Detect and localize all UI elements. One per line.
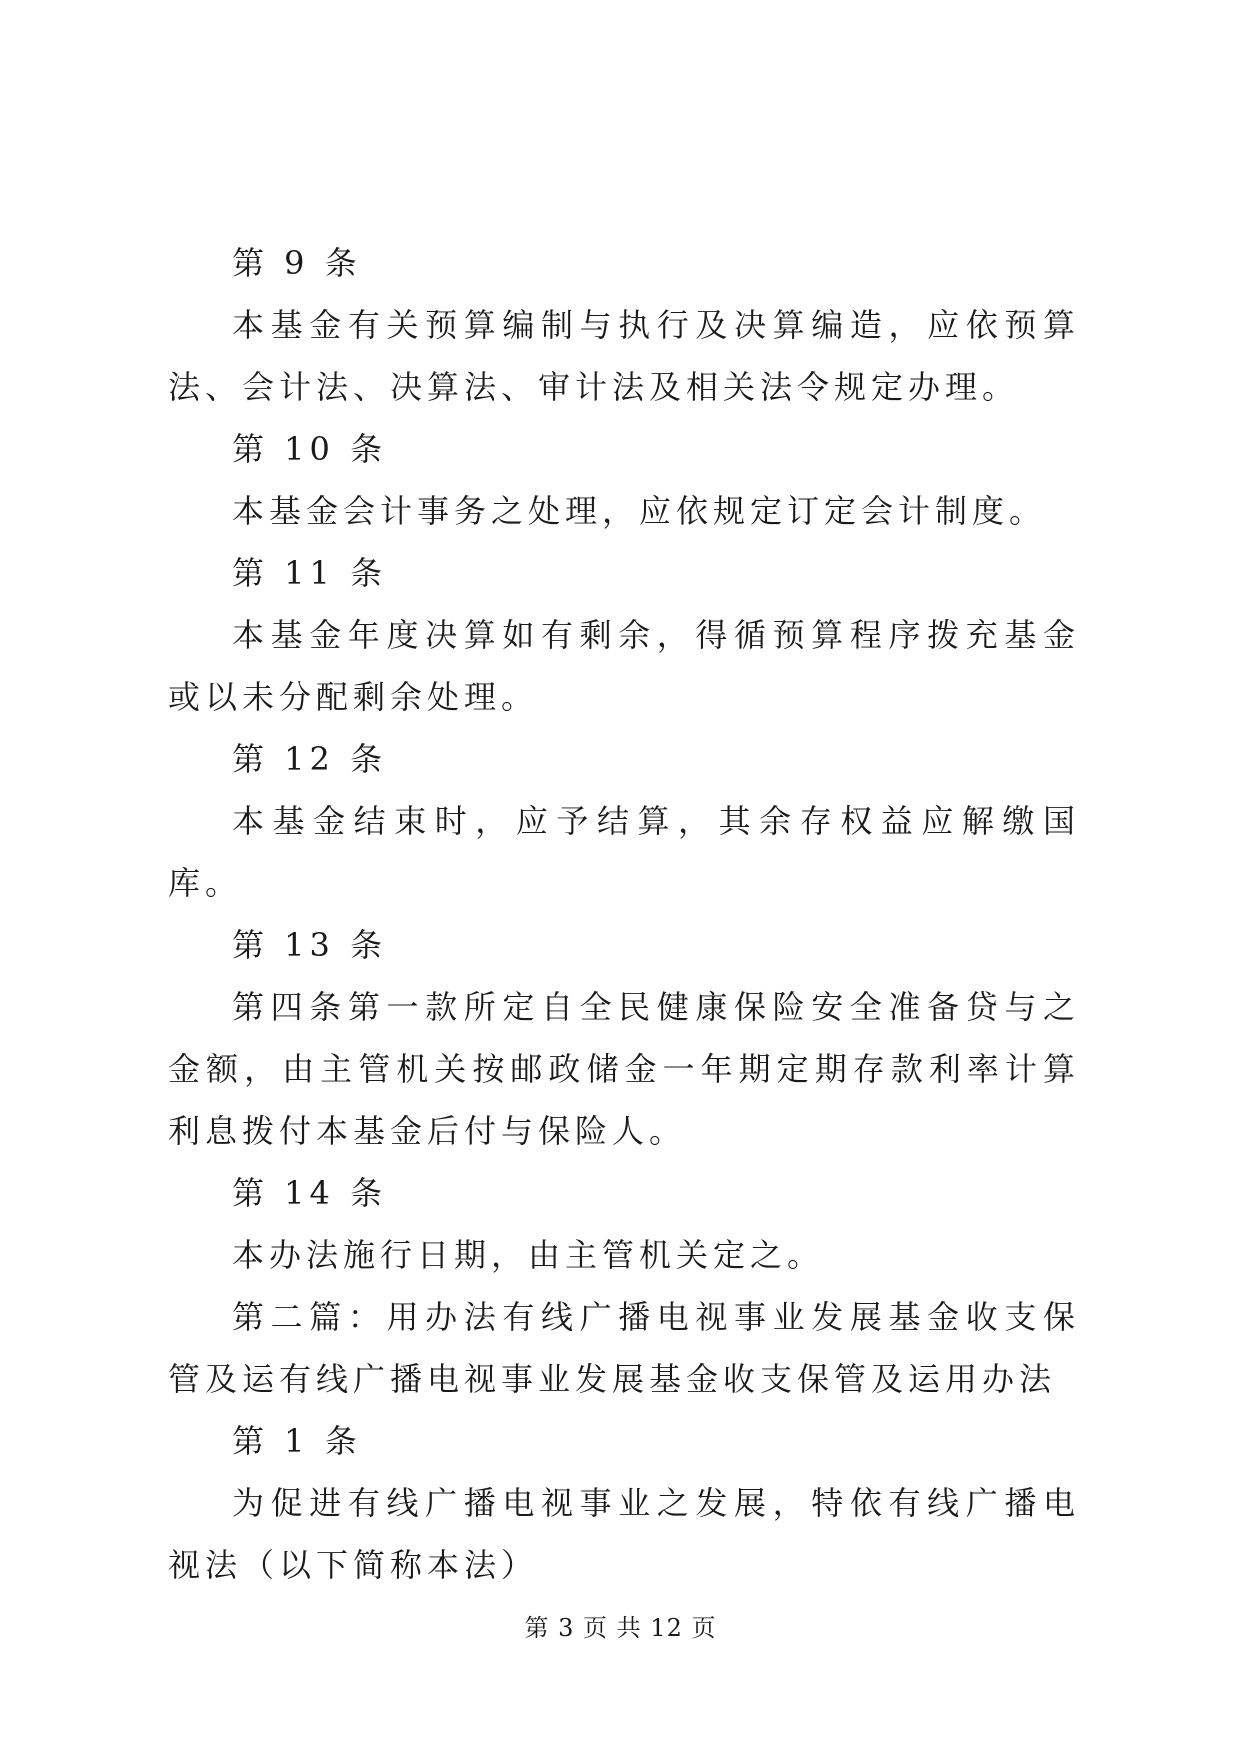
article-heading-12: 第 12 条 bbox=[232, 740, 388, 778]
article-text-1: 为促进有线广播电视事业之发展，特依有线广播电视法（以下简称本法） bbox=[168, 1484, 1080, 1584]
article-text-13: 第四条第一款所定自全民健康保险安全准备贷与之金额，由主管机关按邮政储金一年期定期存款利率计算利息拨付本基金后付与保险人。 bbox=[168, 988, 1080, 1150]
article-heading-9: 第 9 条 bbox=[232, 244, 362, 282]
article-text-12: 本基金结束时，应予结算，其余存权益应解缴国库。 bbox=[168, 802, 1080, 902]
article-text-14: 本办法施行日期，由主管机关定之。 bbox=[232, 1236, 825, 1274]
article-heading-11: 第 11 条 bbox=[232, 554, 388, 592]
document-body bbox=[168, 232, 1080, 1596]
article-heading-1: 第 1 条 bbox=[232, 1422, 362, 1460]
article-heading-14: 第 14 条 bbox=[232, 1174, 388, 1212]
section-title: 第二篇：用办法有线广播电视事业发展基金收支保管及运有线广播电视事业发展基金收支保管及运用办法 bbox=[168, 1298, 1080, 1398]
article-text-11: 本基金年度决算如有剩余，得循预算程序拨充基金或以未分配剩余处理。 bbox=[168, 616, 1080, 716]
page-number-footer: 第 3 页 共 12 页 bbox=[524, 1614, 717, 1642]
article-heading-10: 第 10 条 bbox=[232, 430, 388, 468]
article-text-10: 本基金会计事务之处理，应依规定订定会计制度。 bbox=[232, 492, 1047, 530]
article-heading-13: 第 13 条 bbox=[232, 926, 388, 964]
article-text-9: 本基金有关预算编制与执行及决算编造，应依预算法、会计法、决算法、审计法及相关法令规定办理。 bbox=[168, 306, 1080, 406]
